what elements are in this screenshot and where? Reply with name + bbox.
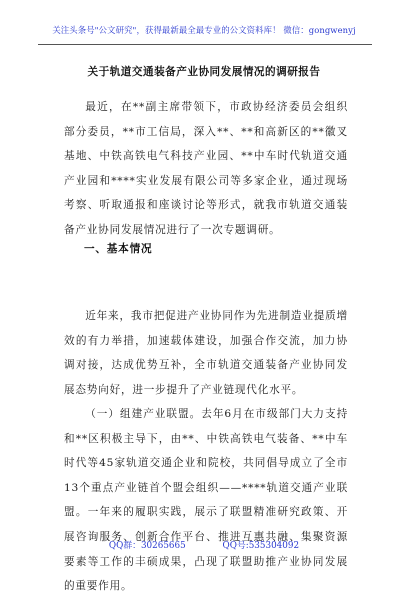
document-title: 关于轨道交通装备产业协同发展情况的调研报告 — [87, 66, 321, 78]
section-heading-basic-situation: 一、基本情况 — [84, 243, 153, 255]
footer-contact — [0, 538, 408, 551]
section1-paragraph-2: （一）组建产业联盟。去年6月在市级部门大力支持和**区积极主导下，由**、中铁高铁电气装备、**中车时代等45家轨道交通企业和院校，共同倡导成立了全市13个重点产业链首个盟会组织——****轨道交通产业联盟。一年来的履职实践，展示了联盟精准研究政策、开展咨询服务、创新合作平台、推进互惠共融、集聚资源要素等工作的丰硕成果，凸现了联盟助推产业协同发展的重要作用。 — [64, 408, 348, 593]
footer-qq-number[interactable]: QQ号:535304092 — [222, 541, 300, 551]
section1-paragraph-1: 近年来，我市把促进产业协同作为先进制造业提质增效的有力举措，加速载体建设，加强合作交流，加力协调对接，达成优势互补，全市轨道交通装备产业协同发展态势向好，进一步提升了产业链现代化水平。 — [64, 310, 348, 396]
header-divider — [38, 44, 372, 45]
footer-qq-group[interactable]: QQ群：30265665 — [108, 541, 186, 551]
intro-paragraph: 最近，在**副主席带领下，市政协经济委员会组织部分委员，**市工信局，深入**、**和高新区的**徽叉基地、中铁高铁电气科技产业园、**中车时代轨道交通产业园和****实业发展有限公司等多家企业，通过现场考察、听取通报和座谈讨论等形式，就我市轨道交通装备产业协同发展情况进行了一次专题调研。 — [64, 101, 348, 236]
header-banner[interactable]: 关注头条号"公文研究"，获得最新最全最专业的公文资料库！ 微信：gongwenyj — [52, 25, 356, 35]
